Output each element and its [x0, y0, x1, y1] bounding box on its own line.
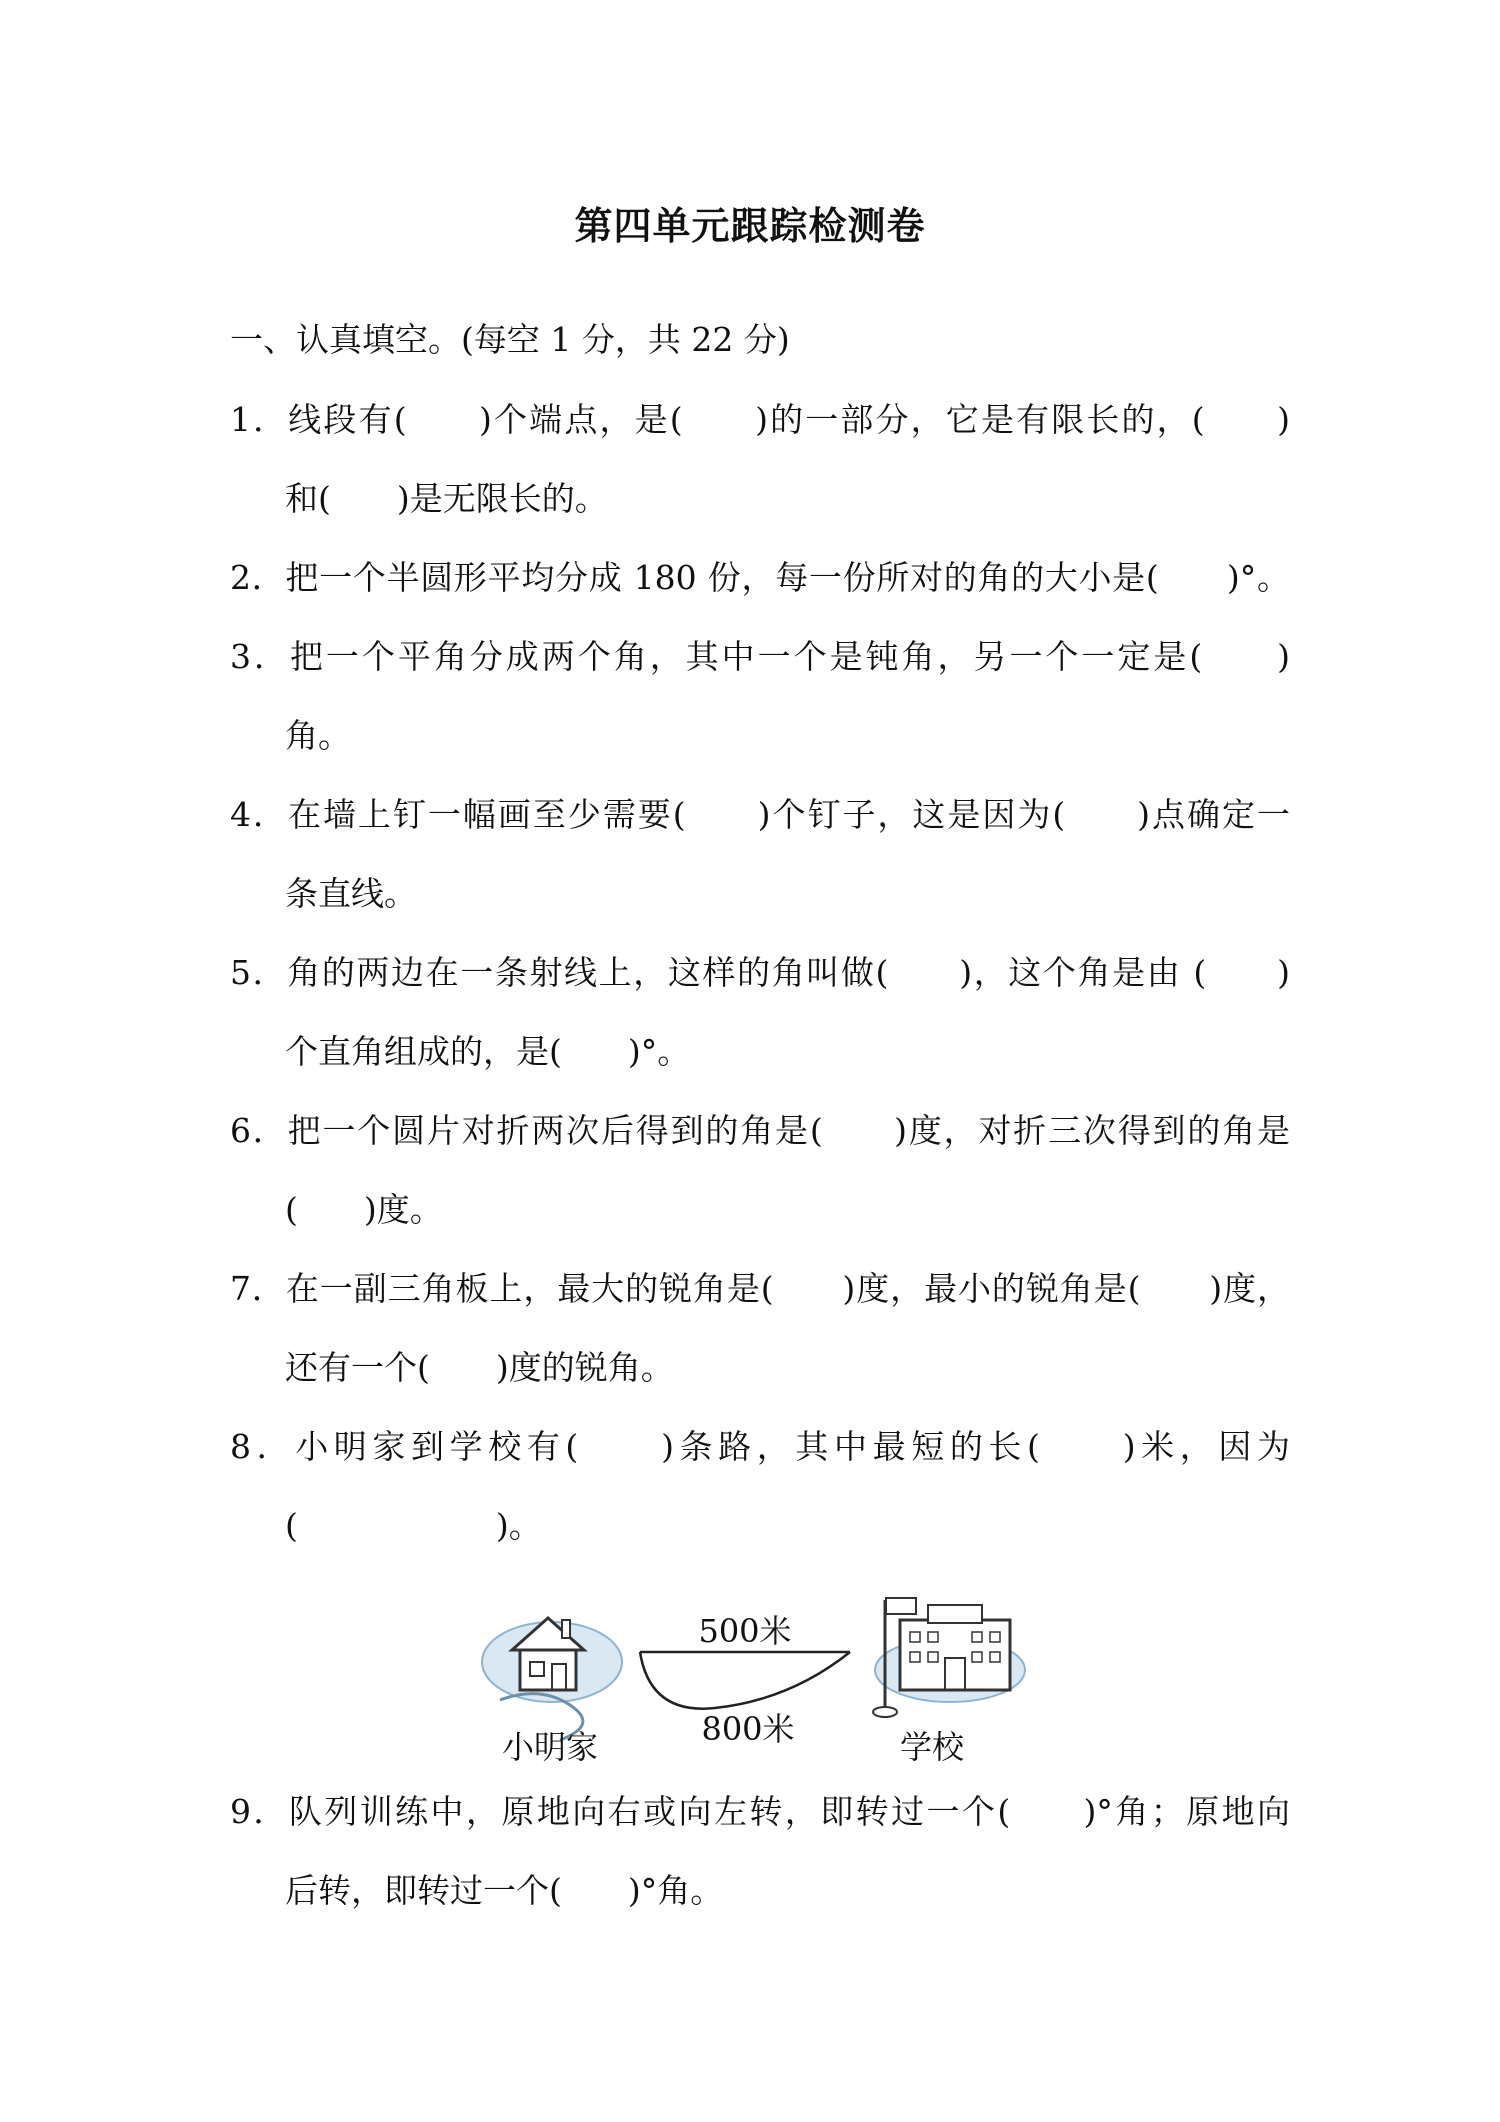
question-5-line-1: 5．角的两边在一条射线上，这样的角叫做( )，这个角是由 ( ) — [230, 953, 1290, 992]
question-7-line-1: 7．在一副三角板上，最大的锐角是( )度，最小的锐角是( )度， — [230, 1269, 1290, 1308]
question-9-line-2: 后转，即转过一个( )°角。 — [285, 1871, 724, 1910]
house-icon — [482, 1618, 622, 1740]
question-7-line-2: 还有一个( )度的锐角。 — [285, 1348, 674, 1387]
question-6-line-1: 6．把一个圆片对折两次后得到的角是( )度，对折三次得到的角是 — [230, 1111, 1290, 1150]
question-3-line-2: 角。 — [285, 716, 351, 755]
question-3-line-1: 3．把一个平角分成两个角，其中一个是钝角，另一个一定是( ) — [230, 637, 1290, 676]
school-icon — [873, 1598, 1025, 1717]
route-diagram — [480, 1590, 1040, 1770]
question-4-line-1: 4．在墙上钉一幅画至少需要( )个钉子，这是因为( )点确定一 — [230, 795, 1290, 834]
question-8-line-1: 8．小明家到学校有( )条路，其中最短的长( )米，因为 — [230, 1427, 1290, 1466]
question-5-line-2: 个直角组成的，是( )°。 — [285, 1032, 691, 1071]
roads — [640, 1652, 850, 1709]
long-road-label: 800米 — [701, 1710, 795, 1748]
home-label: 小明家 — [501, 1728, 599, 1766]
question-2: 2．把一个半圆形平均分成 180 份，每一份所对的角的大小是( )°。 — [230, 558, 1290, 597]
short-road-label: 500米 — [698, 1612, 792, 1650]
long-road — [640, 1652, 850, 1709]
page-title: 第四单元跟踪检测卷 — [574, 204, 926, 248]
question-6-line-2: ( )度。 — [285, 1190, 443, 1229]
school-label: 学校 — [899, 1728, 965, 1766]
section-heading: 一、认真填空。(每空 1 分，共 22 分) — [230, 320, 790, 359]
question-9-line-1: 9．队列训练中，原地向右或向左转，即转过一个( )°角；原地向 — [230, 1792, 1290, 1831]
question-8-line-2: ( )。 — [285, 1506, 542, 1545]
question-1-line-1: 1．线段有( )个端点，是( )的一部分，它是有限长的，( ) — [230, 400, 1290, 439]
question-1-line-2: 和( )是无限长的。 — [285, 479, 608, 518]
question-4-line-2: 条直线。 — [285, 874, 417, 913]
route-figure — [480, 1590, 1040, 1770]
